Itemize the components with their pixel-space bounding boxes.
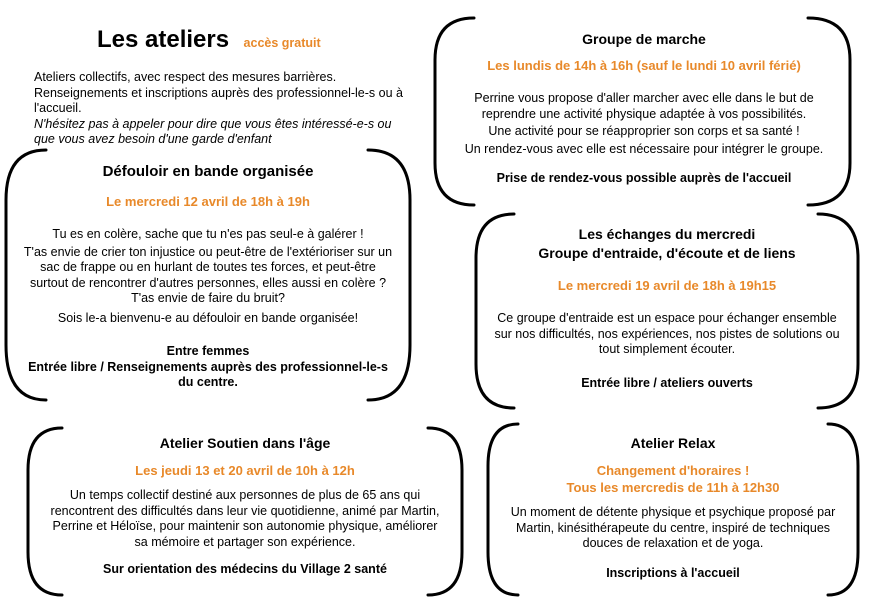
relax-title: Atelier Relax (630, 435, 716, 451)
soutien-footer: Sur orientation des médecins du Village 2 santé (103, 562, 387, 576)
page-header (97, 26, 397, 54)
marche-date: Les lundis de 14h à 16h (sauf le lundi 10 avril férié) (487, 58, 801, 73)
relax-date-2: Tous les mercredis de 11h à 12h30 (566, 480, 780, 495)
relax-p1: Un moment de détente physique et psychique proposé par Martin, kinésithérapeute du centre, inspiré de techniques douces de relaxation et de yoga. (510, 505, 836, 550)
echanges-title-1: Les échanges du mercredi (578, 226, 756, 242)
marche-footer: Prise de rendez-vous possible auprès de l'accueil (496, 171, 792, 185)
intro-line-1: Ateliers collectifs, avec respect des mesures barrières. (34, 70, 337, 84)
defouloir-p1: Tu es en colère, sache que tu n'es pas seul-e à galérer ! (52, 227, 364, 241)
marche-p2: Une activité pour se réapproprier son corps et sa santé ! (488, 124, 800, 138)
soutien-section (50, 435, 440, 578)
echanges-section (488, 226, 846, 391)
intro-italic: N'hésitez pas à appeler pour dire que vous êtes intéressé-e-s ou que vous avez besoin d'une garde d'enfant (34, 116, 392, 146)
defouloir-date: Le mercredi 12 avril de 18h à 19h (106, 194, 310, 209)
marche-section (452, 31, 836, 187)
defouloir-p2: T'as envie de crier ton injustice ou peut-être de l'extérioriser sur un sac de frappe ou en hurlant de toutes tes forces, et peut-être surtout de rencontrer d'autres personnes, elles aussi en colère ? T'as envie de faire du bruit? (23, 244, 393, 305)
echanges-p1: Ce groupe d'entraide est un espace pour échanger ensemble sur nos difficultés, nos expériences, nos pistes de solutions ou tout simplement écouter. (494, 311, 840, 356)
echanges-date: Le mercredi 19 avril de 18h à 19h15 (557, 278, 777, 293)
relax-section (500, 435, 846, 581)
soutien-p1: Un temps collectif destiné aux personnes de plus de 65 ans qui rencontrent des difficultés dans leur vie quotidienne, animé par Martin, Perrine et Héloïse, pour maintenir son autonomie physique, améliorer sa mémoire et partager son expérience. (50, 488, 440, 549)
echanges-title-2: Groupe d'entraide, d'écoute et de liens (538, 245, 796, 261)
marche-p1: Perrine vous propose d'aller marcher avec elle dans le but de reprendre une activité physique adaptée à vos possibilités. (474, 91, 814, 121)
defouloir-footer-1: Entre femmes (166, 344, 250, 358)
defouloir-title: Défouloir en bande organisée (102, 163, 314, 180)
relax-date-1: Changement d'horaires ! (596, 463, 750, 478)
echanges-footer: Entrée libre / ateliers ouverts (581, 375, 753, 390)
defouloir-footer-2: Entrée libre / Renseignements auprès des professionnel-le-s du centre. (28, 359, 388, 389)
relax-footer: Inscriptions à l'accueil (606, 565, 740, 580)
free-access-badge: accès gratuit (243, 36, 321, 50)
defouloir-p3: Sois le-a bienvenu-e au défouloir en bande organisée! (57, 310, 359, 325)
intro-line-2: Renseignements et inscriptions auprès des professionnel-le-s ou à l'accueil. (34, 85, 403, 115)
marche-title: Groupe de marche (582, 31, 706, 47)
defouloir-section (20, 163, 396, 391)
page-title: Les ateliers (97, 26, 230, 53)
marche-p3: Un rendez-vous avec elle est nécessaire pour intégrer le groupe. (464, 141, 824, 156)
soutien-date: Les jeudi 13 et 20 avril de 10h à 12h (135, 463, 355, 478)
soutien-title: Atelier Soutien dans l'âge (159, 435, 331, 451)
intro-text (34, 70, 404, 148)
